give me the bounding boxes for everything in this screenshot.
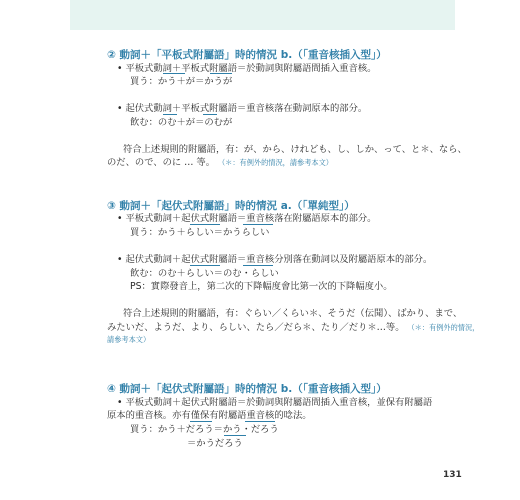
page-number: 131 — [443, 470, 462, 480]
section-2-summary-2: のだ、ので、のに … 等。 （＊：有例外的情況，請參考本文） — [107, 157, 333, 168]
section-2-line-1: • 平板式動詞＋平板式附屬語＝於動詞與附屬語間插入重音核。 — [117, 63, 377, 74]
section-2-example-1: 買う：かう＋が＝かうが — [130, 76, 233, 87]
section-3-line-1: • 平板式動詞＋起伏式附屬語＝重音核落在附屬語原本的部分。 — [117, 213, 377, 224]
pitch-line-9 — [190, 421, 212, 424]
section-4-example-1: 買う：かう＋だろう＝かう・だろう — [130, 424, 279, 435]
pitch-line-10 — [245, 421, 275, 424]
section-4-line-2: 原本的重音核。亦有僅保有附屬語重音核的唸法。 — [107, 410, 312, 421]
pitch-line-3 — [163, 114, 177, 117]
section-3-example-2: 飲む：のむ＋らしい＝のむ・らしい — [130, 268, 279, 279]
pitch-line-8 — [243, 265, 273, 268]
section-2-example-2: 飲む：のむ＋が＝のむが — [130, 117, 233, 128]
pitch-line-7 — [190, 265, 220, 268]
pitch-line-5 — [190, 224, 220, 227]
section-4-line-1: • 平板式動詞＋起伏式附屬語＝於動詞與附屬語間插入重音核，並保有附屬語 — [117, 397, 433, 408]
pitch-line-4 — [203, 114, 217, 117]
section-4-title: ④ 動詞＋「起伏式附屬語」時的情況 b.（「重音核插入型」） — [107, 383, 387, 395]
section-3-summary-2: みたいだ、ようだ、より、らしい、たら／だら＊、たり／だり＊…等。 （＊：有例外的情況， — [107, 322, 480, 333]
section-2-title: ② 動詞＋「平板式附屬語」時的情況 b.（「重音核插入型」） — [107, 49, 387, 61]
pitch-line-11 — [224, 435, 246, 438]
pitch-line-1 — [163, 73, 185, 76]
pitch-line-2 — [210, 73, 232, 76]
section-3-summary: 符合上述規則的附屬語，有：ぐらい／くらい＊、そうだ（伝聞）、ばかり、まで、 — [123, 308, 463, 319]
section-4-example-2: ＝かうだろう — [187, 438, 243, 449]
section-2-note: （＊：有例外的情況，請參考本文） — [217, 158, 333, 167]
section-3-example-1: 買う：かう＋らしい＝かうらしい — [130, 227, 270, 238]
section-3-note: （＊：有例外的情況， — [407, 323, 480, 332]
section-3-line-2: • 起伏式動詞＋起伏式附屬語＝重音核分別落在動詞以及附屬語原本的部分。 — [117, 254, 433, 265]
section-2-summary: 符合上述規則的附屬語，有：が、から、けれども、し、しか、って、と＊、なら、 — [123, 144, 467, 155]
section-2-line-2: • 起伏式動詞＋平板式附屬語＝重音核落在動詞原本的部分。 — [117, 103, 368, 114]
pitch-line-6 — [243, 224, 273, 227]
section-3-title: ③ 動詞＋「起伏式附屬語」時的情況 a.（「單純型」） — [107, 200, 355, 212]
section-3-note-2: 請參考本文） — [107, 335, 151, 344]
section-3-ps: PS：實際發音上，第二次的下降幅度會比第一次的下降幅度小。 — [130, 281, 393, 292]
